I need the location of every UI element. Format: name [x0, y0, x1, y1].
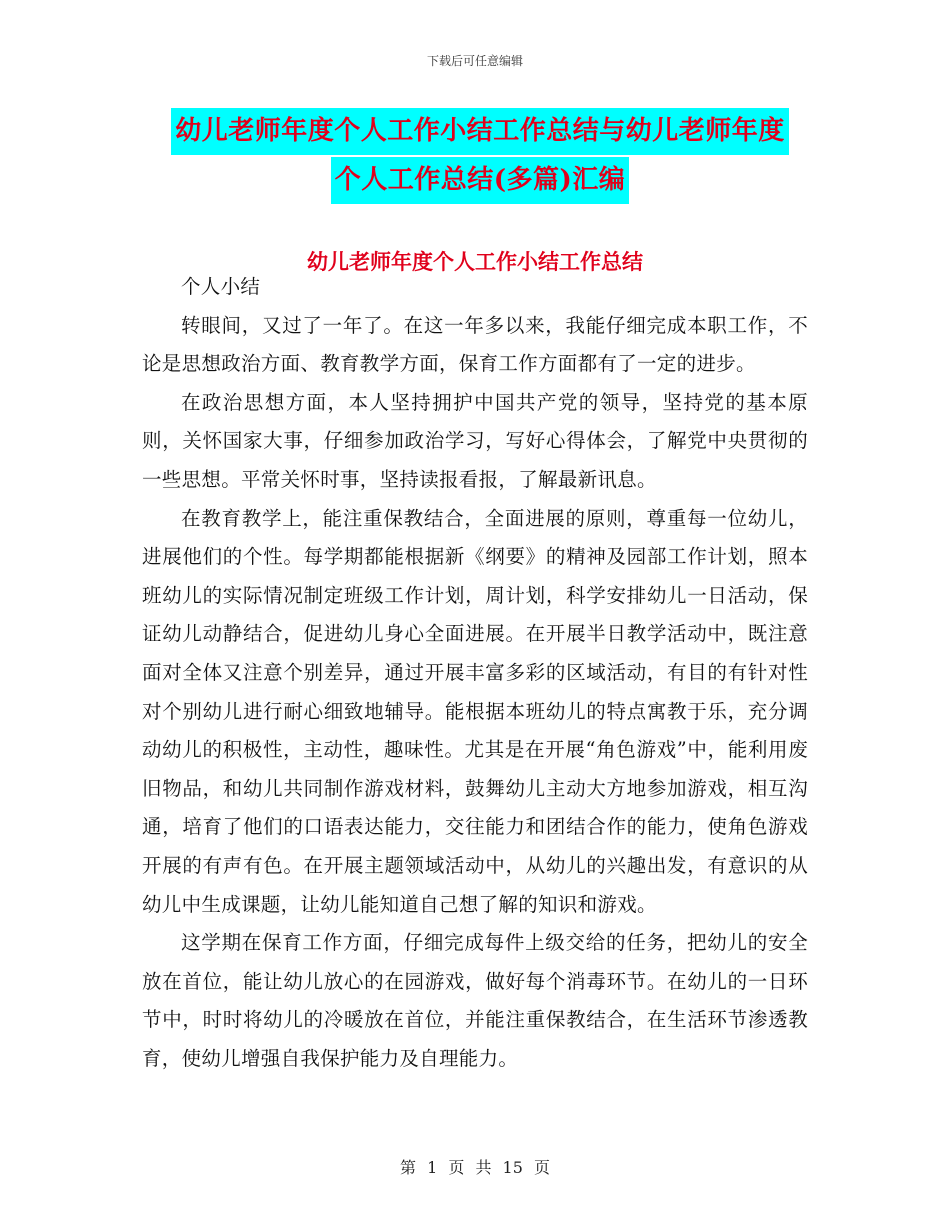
paragraph: 转眼间，又过了一年了。在这一年多以来，我能仔细完成本职工作，不论是思想政治方面、教育教学方面，保育工作方面都有了一定的进步。	[142, 313, 808, 376]
paragraph: 这学期在保育工作方面，仔细完成每件上级交给的任务，把幼儿的安全放在首位，能让幼儿放心的在园游戏，做好每个消毒环节。在幼儿的一日环节中，时时将幼儿的冷暖放在首位，并能注重保教结合，在生活环节渗透教育，使幼儿增强自我保护能力及自理能力。	[142, 931, 808, 1070]
body-text	[142, 268, 808, 1078]
document-title	[140, 108, 820, 206]
title-line-2: 个人工作总结(多篇)汇编	[331, 157, 630, 204]
paragraph: 在政治思想方面，本人坚持拥护中国共产党的领导，坚持党的基本原则，关怀国家大事，仔细参加政治学习，写好心得体会，了解党中央贯彻的一些思想。平常关怀时事，坚持读报看报，了解最新讯息。	[142, 390, 808, 491]
title-line-1: 幼儿老师年度个人工作小结工作总结与幼儿老师年度	[171, 108, 789, 155]
section-title: 幼儿老师年度个人工作小结工作总结	[307, 249, 643, 274]
header-note: 下载后可任意编辑	[426, 54, 523, 68]
page-number-footer: 第 1 页 共 15 页	[400, 1158, 550, 1177]
paragraph-subheading: 个人小结	[181, 275, 261, 298]
paragraph: 在教育教学上，能注重保教结合，全面进展的原则，尊重每一位幼儿，进展他们的个性。每学期都能根据新《纲要》的精神及园部工作计划，照本班幼儿的实际情况制定班级工作计划，周计划，科学安排幼儿一日活动，保证幼儿动静结合，促进幼儿身心全面进展。在开展半日教学活动中，既注意面对全体又注意个别差异，通过开展丰富多彩的区域活动，有目的有针对性对个别幼儿进行耐心细致地辅导。能根据本班幼儿的特点寓教于乐，充分调动幼儿的积极性，主动性，趣味性。尤其是在开展“角色游戏”中，能利用废旧物品，和幼儿共同制作游戏材料，鼓舞幼儿主动大方地参加游戏，相互沟通，培育了他们的口语表达能力，交往能力和团结合作的能力，使角色游戏开展的有声有色。在开展主题领域活动中，从幼儿的兴趣出发，有意识的从幼儿中生成课题，让幼儿能知道自己想了解的知识和游戏。	[142, 506, 808, 916]
